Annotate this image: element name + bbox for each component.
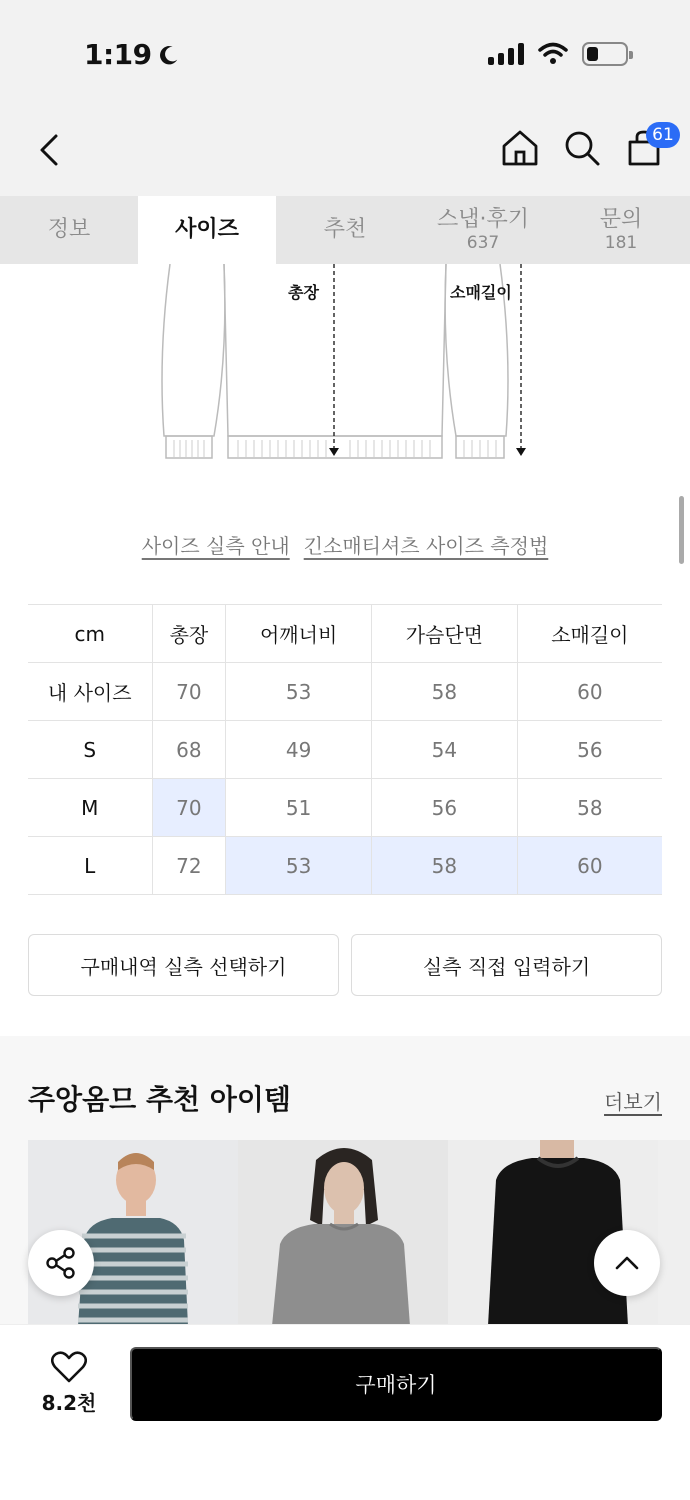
tab-count: 637	[466, 232, 500, 253]
share-icon	[44, 1246, 78, 1280]
table-cell: 53	[226, 663, 372, 721]
column-header: 가슴단면	[371, 605, 517, 663]
tab-snap-review[interactable]	[414, 196, 552, 264]
status-bar	[0, 0, 690, 100]
recommend-carousel[interactable]	[28, 1140, 690, 1326]
like-count: 8.2천	[41, 1391, 97, 1415]
measure-action-buttons	[28, 934, 662, 996]
home-icon[interactable]	[500, 128, 540, 168]
table-cell: 58	[371, 663, 517, 721]
share-button[interactable]	[28, 1230, 94, 1296]
column-header: 어깨너비	[226, 605, 372, 663]
unit-header: cm	[28, 605, 152, 663]
scroll-to-top-button[interactable]	[594, 1230, 660, 1296]
column-header: 총장	[152, 605, 226, 663]
table-cell-match: 53	[226, 837, 372, 895]
cart-badge: 61	[646, 122, 680, 148]
more-link[interactable]: 더보기	[604, 1090, 662, 1114]
tab-label: 문의	[599, 206, 643, 232]
size-diagram	[150, 264, 540, 474]
recommend-title: 주앙옴므 추천 아이템	[28, 1083, 291, 1116]
top-nav	[0, 100, 690, 196]
nav-icons	[500, 125, 674, 168]
status-icons	[488, 42, 628, 66]
table-cell: 68	[152, 721, 226, 779]
product-image-gray-sweatshirt	[238, 1140, 448, 1326]
heart-icon	[51, 1351, 87, 1383]
size-table	[28, 604, 662, 895]
table-cell: 51	[226, 779, 372, 837]
row-header: S	[28, 721, 152, 779]
table-cell: 56	[517, 721, 662, 779]
cart-button[interactable]	[624, 125, 674, 168]
wifi-icon	[538, 42, 568, 66]
size-links	[0, 530, 690, 559]
bottom-purchase-bar	[0, 1324, 690, 1500]
tab-recommend[interactable]	[276, 196, 414, 264]
table-header-row	[28, 605, 662, 663]
table-cell: 49	[226, 721, 372, 779]
tab-inquiry[interactable]	[552, 196, 690, 264]
tab-info[interactable]	[0, 196, 138, 264]
manual-measure-input-button[interactable]: 실측 직접 입력하기	[351, 934, 662, 996]
sleeve-length-label: 소매길이	[450, 283, 512, 302]
status-time-text: 1:19	[84, 38, 152, 71]
tab-size[interactable]	[138, 196, 276, 264]
table-cell: 56	[371, 779, 517, 837]
row-header: L	[28, 837, 152, 895]
measure-guide-link[interactable]: 사이즈 실측 안내	[141, 534, 290, 558]
search-icon[interactable]	[562, 128, 602, 168]
table-cell-match: 70	[152, 779, 226, 837]
moon-icon	[158, 44, 180, 66]
tab-label: 추천	[323, 216, 367, 242]
product-card[interactable]	[238, 1140, 448, 1326]
how-to-measure-link[interactable]: 긴소매티셔츠 사이즈 측정법	[303, 534, 549, 558]
battery-icon	[582, 42, 628, 66]
column-header: 소매길이	[517, 605, 662, 663]
row-header: M	[28, 779, 152, 837]
table-cell: 58	[517, 779, 662, 837]
table-cell-match: 58	[371, 837, 517, 895]
table-cell: 54	[371, 721, 517, 779]
row-header: 내 사이즈	[28, 663, 152, 721]
tab-label: 정보	[47, 216, 91, 242]
tab-label: 스냅·후기	[436, 206, 529, 232]
table-row-l	[28, 837, 662, 895]
back-button[interactable]	[30, 130, 70, 170]
signal-icon	[488, 43, 524, 65]
like-button[interactable]	[34, 1351, 104, 1416]
tab-bar	[0, 196, 690, 264]
status-time	[84, 38, 180, 71]
tab-count: 181	[604, 232, 638, 253]
table-cell: 70	[152, 663, 226, 721]
table-cell: 60	[517, 663, 662, 721]
buy-button[interactable]: 구매하기	[130, 1347, 662, 1421]
length-label: 총장	[288, 283, 319, 302]
table-row-m	[28, 779, 662, 837]
product-card[interactable]	[658, 1140, 690, 1326]
table-row-my-size	[28, 663, 662, 721]
table-cell-match: 60	[517, 837, 662, 895]
table-row-s	[28, 721, 662, 779]
tab-label: 사이즈	[175, 216, 239, 242]
chevron-up-icon	[612, 1248, 642, 1278]
select-purchase-measure-button[interactable]: 구매내역 실측 선택하기	[28, 934, 339, 996]
battery-fill	[587, 47, 598, 61]
table-cell: 72	[152, 837, 226, 895]
